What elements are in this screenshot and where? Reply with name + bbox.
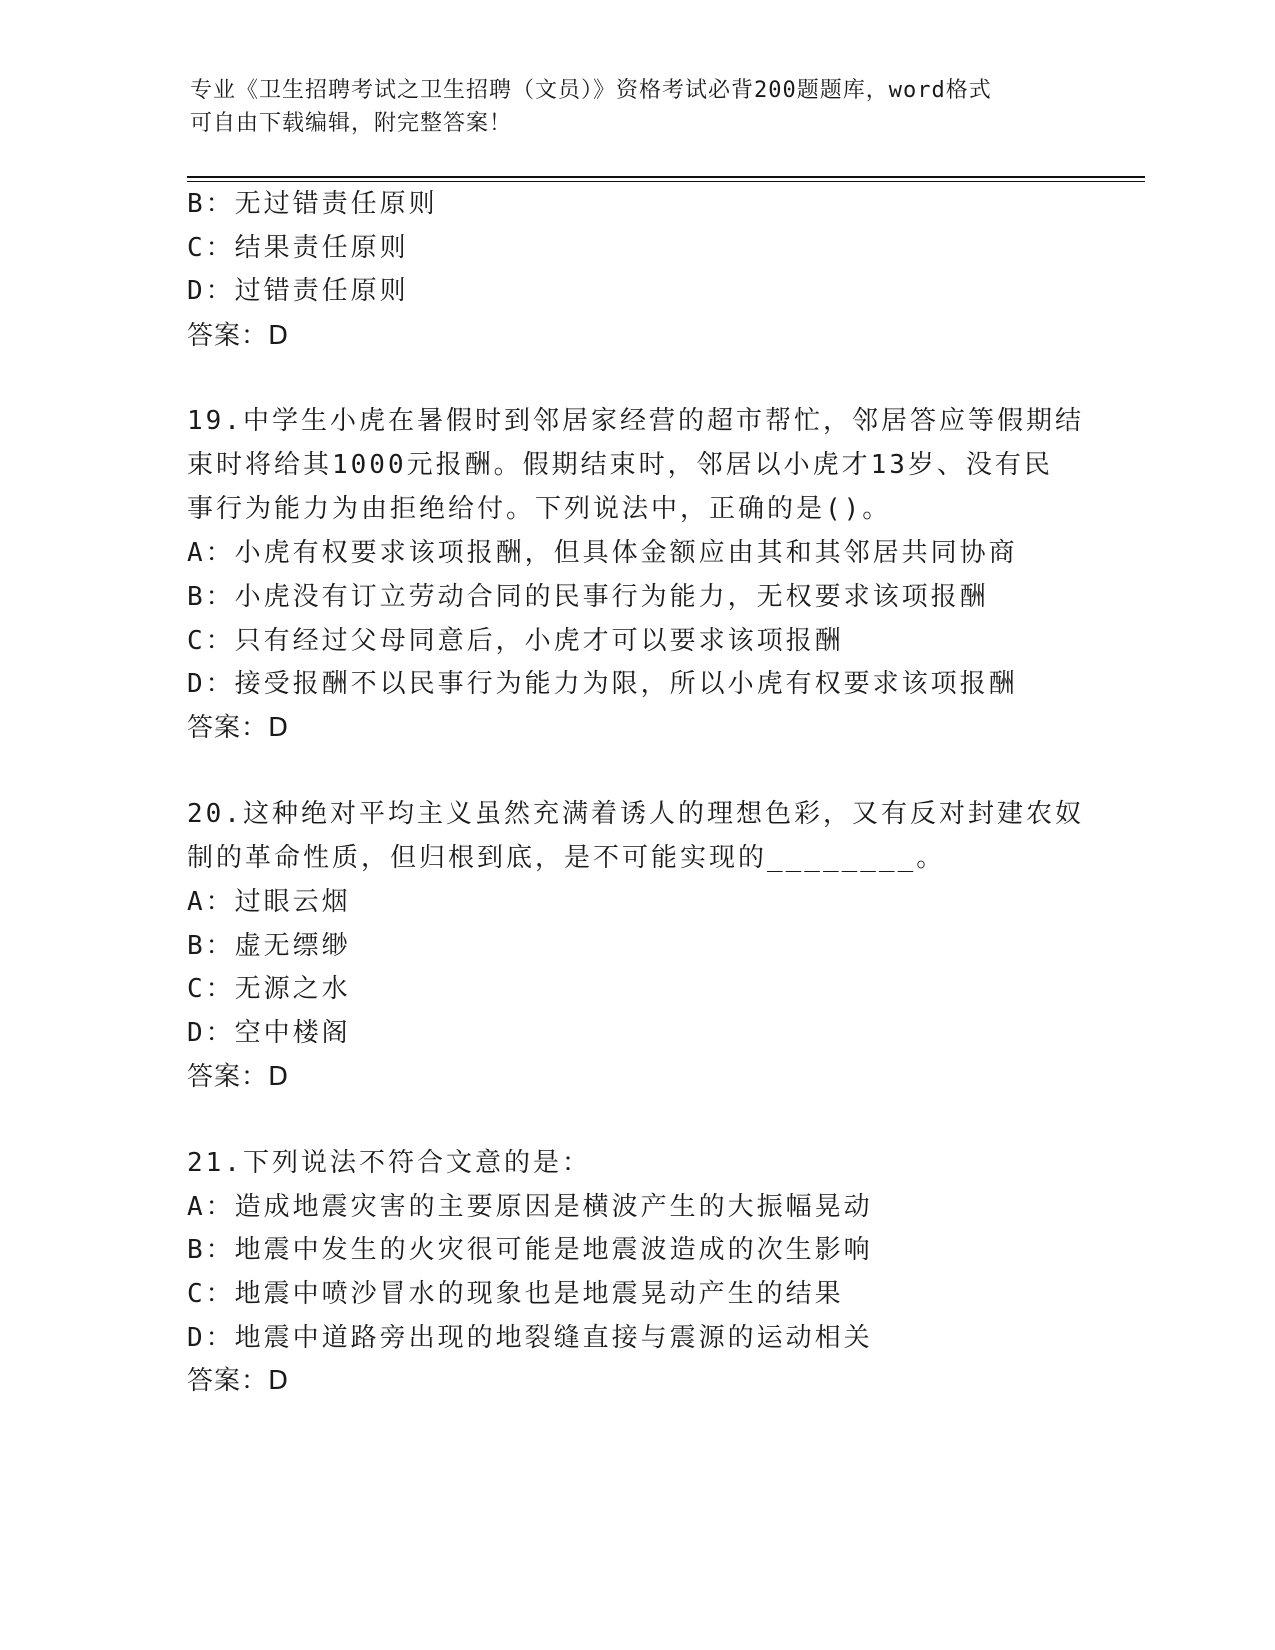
q19-option-d: D：接受报酬不以民事行为能力为限，所以小虎有权要求该项报酬 xyxy=(187,669,1018,699)
q18-answer: 答案：D xyxy=(187,321,290,351)
q20-answer: 答案：D xyxy=(187,1062,290,1092)
header-title-line-2: 可自由下载编辑，附完整答案！ xyxy=(190,111,513,136)
header-divider-thin xyxy=(187,181,1145,182)
q21-option-c: C：地震中喷沙冒水的现象也是地震晃动产生的结果 xyxy=(187,1279,844,1309)
q21-answer: 答案：D xyxy=(187,1366,290,1396)
q21-option-b: B：地震中发生的火灾很可能是地震波造成的次生影响 xyxy=(187,1235,873,1265)
q20-stem-line-1: 20.这种绝对平均主义虽然充满着诱人的理想色彩，又有反对封建农奴 xyxy=(187,799,1084,829)
header-title-line-1: 专业《卫生招聘考试之卫生招聘（文员）》资格考试必背200题题库，word格式 xyxy=(190,78,992,103)
q19-answer: 答案：D xyxy=(187,713,290,743)
q19-option-b: B：小虎没有订立劳动合同的民事行为能力，无权要求该项报酬 xyxy=(187,582,989,612)
q20-option-b: B：虚无缥缈 xyxy=(187,931,351,961)
q19-stem-line-2: 束时将给其1000元报酬。假期结束时，邻居以小虎才13岁、没有民 xyxy=(187,450,1053,480)
q21-option-a: A：造成地震灾害的主要原因是横波产生的大振幅晃动 xyxy=(187,1192,873,1222)
q21-stem-line-1: 21.下列说法不符合文意的是： xyxy=(187,1148,591,1178)
q19-option-c: C：只有经过父母同意后，小虎才可以要求该项报酬 xyxy=(187,626,844,656)
q20-option-c: C：无源之水 xyxy=(187,974,351,1004)
document-header xyxy=(190,74,1090,140)
q21-option-d: D：地震中道路旁出现的地裂缝直接与震源的运动相关 xyxy=(187,1323,873,1353)
q18-option-b: B：无过错责任原则 xyxy=(187,189,438,219)
header-divider-thick xyxy=(187,176,1145,178)
q20-option-d: D：空中楼阁 xyxy=(187,1018,351,1048)
q20-stem-line-2: 制的革命性质，但归根到底，是不可能实现的________。 xyxy=(187,843,946,873)
q19-option-a: A：小虎有权要求该项报酬，但具体金额应由其和其邻居共同协商 xyxy=(187,538,1018,568)
q18-option-d: D：过错责任原则 xyxy=(187,276,409,306)
q20-option-a: A：过眼云烟 xyxy=(187,887,351,917)
q18-option-c: C：结果责任原则 xyxy=(187,233,409,263)
q19-stem-line-3: 事行为能力为由拒绝给付。下列说法中，正确的是()。 xyxy=(187,494,892,524)
q19-stem-line-1: 19.中学生小虎在暑假时到邻居家经营的超市帮忙，邻居答应等假期结 xyxy=(187,406,1084,436)
